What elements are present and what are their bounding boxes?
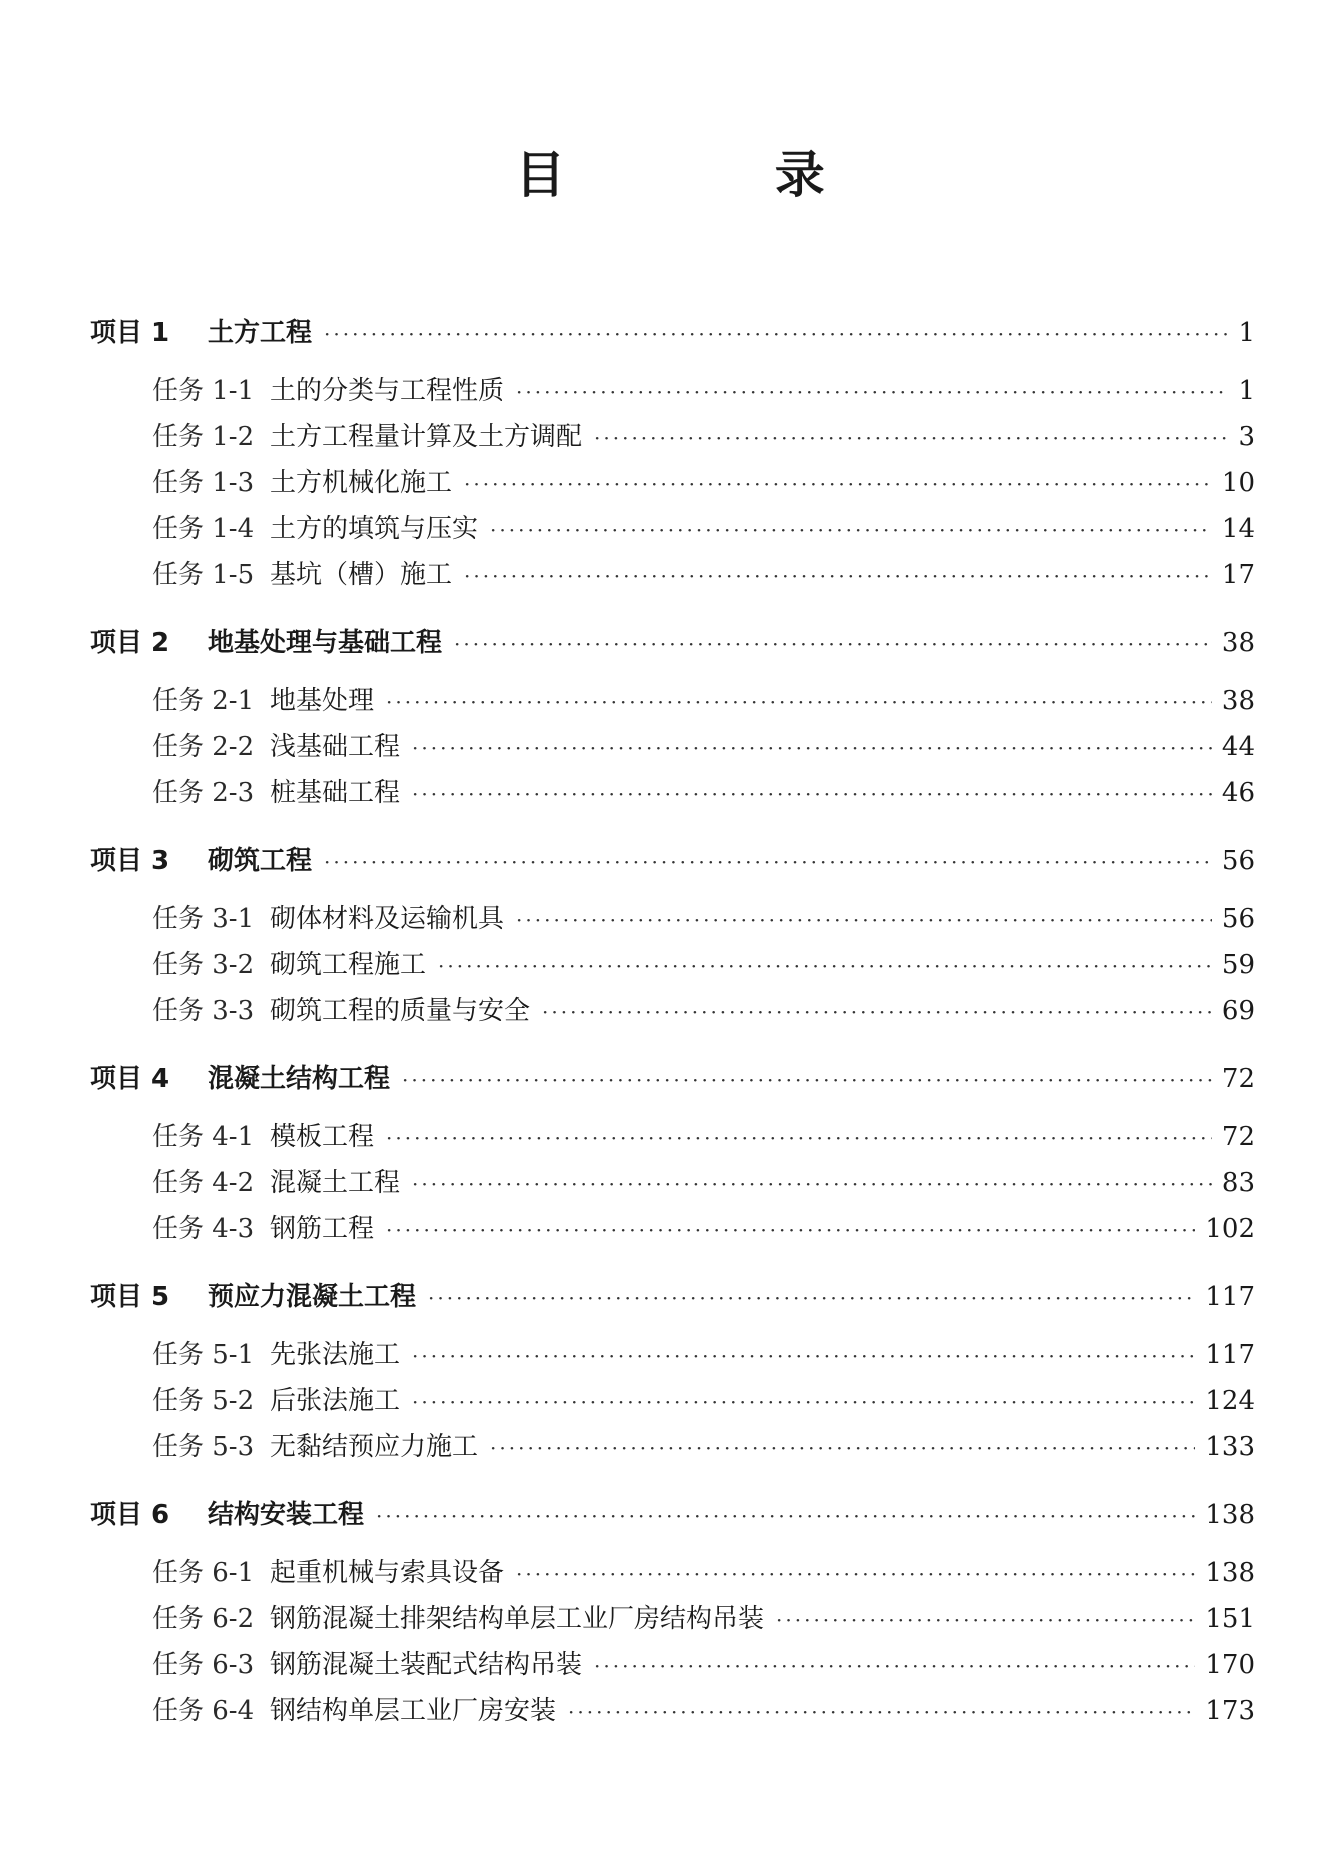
leader-dots xyxy=(428,1275,1195,1321)
toc-section-entry[interactable] xyxy=(90,1688,1255,1734)
section-number: 任务 2-2 xyxy=(152,732,255,762)
chapter-number: 项目 6 xyxy=(90,1500,170,1530)
chapter-title: 土方工程 xyxy=(208,318,313,348)
leader-dots xyxy=(412,1161,1212,1207)
leader-dots xyxy=(412,725,1212,771)
section-title: 后张法施工 xyxy=(270,1386,401,1416)
toc-section-entry[interactable] xyxy=(90,988,1255,1034)
section-page-number: 124 xyxy=(1205,1386,1255,1416)
leader-dots xyxy=(490,507,1212,553)
section-number: 任务 5-2 xyxy=(152,1386,255,1416)
toc-chapter-entry[interactable] xyxy=(90,838,1255,884)
section-title: 起重机械与索具设备 xyxy=(270,1558,505,1588)
leader-dots xyxy=(454,621,1212,667)
section-number: 任务 3-1 xyxy=(152,904,255,934)
section-title: 钢筋工程 xyxy=(270,1214,375,1244)
chapter-page-number: 56 xyxy=(1221,846,1255,876)
leader-dots xyxy=(516,897,1212,943)
leader-dots xyxy=(412,771,1212,817)
section-page-number: 69 xyxy=(1221,996,1255,1026)
chapter-number: 项目 3 xyxy=(90,846,170,876)
toc-chapter-entry[interactable] xyxy=(90,1056,1255,1102)
chapter-number: 项目 5 xyxy=(90,1282,170,1312)
section-title: 砌筑工程施工 xyxy=(270,950,427,980)
toc-chapter-entry[interactable] xyxy=(90,620,1255,666)
leader-dots xyxy=(324,839,1212,885)
toc-section-entry[interactable] xyxy=(90,1642,1255,1688)
leader-dots xyxy=(490,1425,1195,1471)
section-number: 任务 1-4 xyxy=(152,514,255,544)
toc-section-entry[interactable] xyxy=(90,896,1255,942)
section-page-number: 102 xyxy=(1205,1214,1255,1244)
section-number: 任务 3-3 xyxy=(152,996,255,1026)
toc-section-entry[interactable] xyxy=(90,1332,1255,1378)
leader-dots xyxy=(568,1689,1195,1735)
section-page-number: 56 xyxy=(1221,904,1255,934)
section-title: 模板工程 xyxy=(270,1122,375,1152)
chapter-title: 混凝土结构工程 xyxy=(208,1064,391,1094)
leader-dots xyxy=(402,1057,1212,1103)
toc-section-entry[interactable] xyxy=(90,770,1255,816)
chapter-number: 项目 2 xyxy=(90,628,170,658)
section-number: 任务 4-1 xyxy=(152,1122,255,1152)
section-title: 钢结构单层工业厂房安装 xyxy=(270,1696,557,1726)
section-title: 桩基础工程 xyxy=(270,778,401,808)
toc-section-entry[interactable] xyxy=(90,1378,1255,1424)
chapter-title: 结构安装工程 xyxy=(208,1500,365,1530)
chapter-page-number: 1 xyxy=(1238,318,1255,348)
section-page-number: 44 xyxy=(1221,732,1255,762)
leader-dots xyxy=(464,461,1212,507)
section-number: 任务 5-1 xyxy=(152,1340,255,1370)
toc-section-entry[interactable] xyxy=(90,1550,1255,1596)
section-number: 任务 6-1 xyxy=(152,1558,255,1588)
toc-section-entry[interactable] xyxy=(90,1160,1255,1206)
chapter-title: 预应力混凝土工程 xyxy=(208,1282,417,1312)
section-page-number: 117 xyxy=(1205,1340,1255,1370)
section-number: 任务 2-3 xyxy=(152,778,255,808)
section-page-number: 38 xyxy=(1221,686,1255,716)
toc-section-entry[interactable] xyxy=(90,1424,1255,1470)
section-number: 任务 1-1 xyxy=(152,376,255,406)
section-number: 任务 1-3 xyxy=(152,468,255,498)
toc-section-entry[interactable] xyxy=(90,414,1255,460)
leader-dots xyxy=(412,1333,1195,1379)
leader-dots xyxy=(324,311,1228,357)
leader-dots xyxy=(386,1207,1195,1253)
toc-section-entry[interactable] xyxy=(90,552,1255,598)
section-page-number: 173 xyxy=(1205,1696,1255,1726)
leader-dots xyxy=(516,369,1228,415)
section-page-number: 133 xyxy=(1205,1432,1255,1462)
section-title: 钢筋混凝土排架结构单层工业厂房结构吊装 xyxy=(270,1604,765,1634)
leader-dots xyxy=(386,1115,1212,1161)
section-page-number: 83 xyxy=(1221,1168,1255,1198)
section-page-number: 72 xyxy=(1221,1122,1255,1152)
leader-dots xyxy=(464,553,1212,599)
chapter-number: 项目 1 xyxy=(90,318,170,348)
toc-section-entry[interactable] xyxy=(90,942,1255,988)
section-number: 任务 6-4 xyxy=(152,1696,255,1726)
section-number: 任务 6-3 xyxy=(152,1650,255,1680)
chapter-page-number: 72 xyxy=(1221,1064,1255,1094)
leader-dots xyxy=(776,1597,1195,1643)
section-title: 先张法施工 xyxy=(270,1340,401,1370)
chapter-number: 项目 4 xyxy=(90,1064,170,1094)
section-page-number: 138 xyxy=(1205,1558,1255,1588)
section-title: 砌体材料及运输机具 xyxy=(270,904,505,934)
page-title: 目 录 xyxy=(515,146,921,204)
toc-chapter-entry[interactable] xyxy=(90,1274,1255,1320)
toc-chapter-entry[interactable] xyxy=(90,1492,1255,1538)
section-number: 任务 3-2 xyxy=(152,950,255,980)
section-page-number: 46 xyxy=(1221,778,1255,808)
section-title: 土方机械化施工 xyxy=(270,468,453,498)
toc-section-entry[interactable] xyxy=(90,368,1255,414)
toc-section-entry[interactable] xyxy=(90,678,1255,724)
section-number: 任务 1-2 xyxy=(152,422,255,452)
toc-section-entry[interactable] xyxy=(90,1206,1255,1252)
leader-dots xyxy=(386,679,1212,725)
chapter-title: 地基处理与基础工程 xyxy=(208,628,443,658)
section-page-number: 14 xyxy=(1221,514,1255,544)
section-page-number: 170 xyxy=(1205,1650,1255,1680)
table-of-contents xyxy=(90,310,1255,1734)
section-title: 土方工程量计算及土方调配 xyxy=(270,422,583,452)
chapter-title: 砌筑工程 xyxy=(208,846,313,876)
section-number: 任务 4-2 xyxy=(152,1168,255,1198)
section-title: 基坑（槽）施工 xyxy=(270,560,453,590)
section-page-number: 59 xyxy=(1221,950,1255,980)
chapter-page-number: 38 xyxy=(1221,628,1255,658)
leader-dots xyxy=(376,1493,1195,1539)
leader-dots xyxy=(594,415,1228,461)
section-title: 土方的填筑与压实 xyxy=(270,514,479,544)
section-title: 浅基础工程 xyxy=(270,732,401,762)
section-title: 无黏结预应力施工 xyxy=(270,1432,479,1462)
leader-dots xyxy=(438,943,1212,989)
section-page-number: 3 xyxy=(1238,422,1255,452)
section-number: 任务 6-2 xyxy=(152,1604,255,1634)
leader-dots xyxy=(516,1551,1195,1597)
section-title: 地基处理 xyxy=(270,686,375,716)
section-page-number: 17 xyxy=(1221,560,1255,590)
section-number: 任务 5-3 xyxy=(152,1432,255,1462)
section-title: 混凝土工程 xyxy=(270,1168,401,1198)
toc-section-entry[interactable] xyxy=(90,460,1255,506)
section-page-number: 1 xyxy=(1238,376,1255,406)
chapter-page-number: 117 xyxy=(1205,1282,1255,1312)
section-title: 土的分类与工程性质 xyxy=(270,376,505,406)
toc-section-entry[interactable] xyxy=(90,724,1255,770)
section-number: 任务 2-1 xyxy=(152,686,255,716)
toc-chapter-entry[interactable] xyxy=(90,310,1255,356)
section-page-number: 151 xyxy=(1205,1604,1255,1634)
leader-dots xyxy=(412,1379,1195,1425)
toc-section-entry[interactable] xyxy=(90,1114,1255,1160)
section-page-number: 10 xyxy=(1221,468,1255,498)
section-number: 任务 1-5 xyxy=(152,560,255,590)
section-number: 任务 4-3 xyxy=(152,1214,255,1244)
leader-dots xyxy=(594,1643,1195,1689)
section-title: 砌筑工程的质量与安全 xyxy=(270,996,531,1026)
toc-section-entry[interactable] xyxy=(90,1596,1255,1642)
leader-dots xyxy=(542,989,1212,1035)
section-title: 钢筋混凝土装配式结构吊装 xyxy=(270,1650,583,1680)
chapter-page-number: 138 xyxy=(1205,1500,1255,1530)
toc-section-entry[interactable] xyxy=(90,506,1255,552)
